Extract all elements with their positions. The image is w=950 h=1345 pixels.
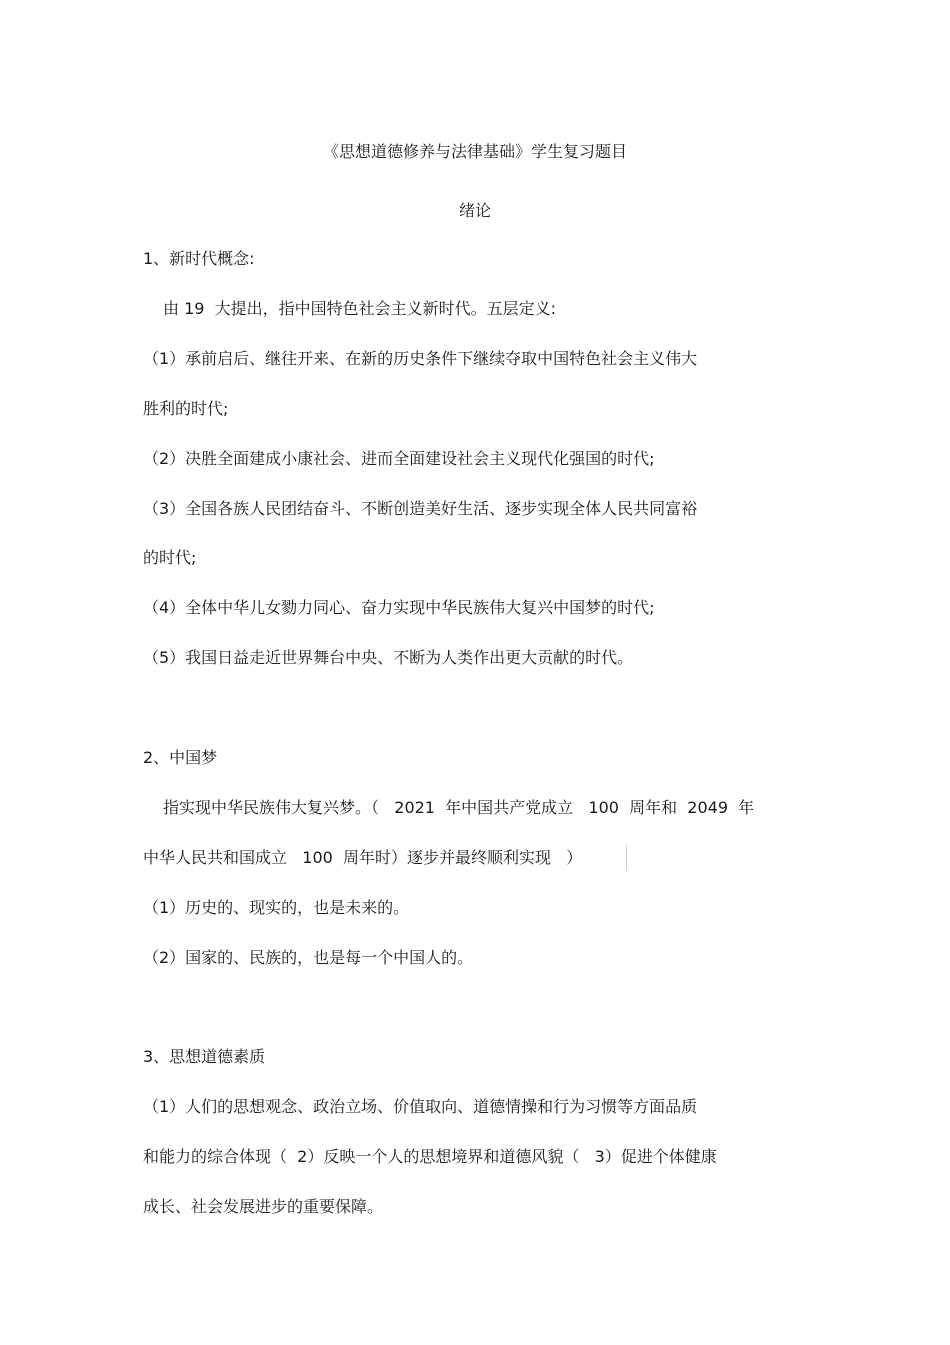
margin-mark [626,845,627,871]
section-3-line: 成长、社会发展进步的重要保障。 [143,1197,384,1216]
chapter-title: 绪论 [458,201,491,220]
section-1-line: （2）决胜全面建成小康社会、进而全面建设社会主义现代化强国的时代; [143,449,655,468]
section-1-line: 胜利的时代; [143,399,229,418]
section-2-line: 中华人民共和国成立 100 周年时）逐步并最终顺利实现 ） [143,848,583,867]
section-heading-1: 1、新时代概念: [143,249,255,268]
section-1-line: 由 19 大提出，指中国特色社会主义新时代。五层定义: [163,299,557,318]
section-2-line: （1）历史的、现实的，也是未来的。 [143,898,410,917]
section-1-line: （1）承前启后、继往开来、在新的历史条件下继续夺取中国特色社会主义伟大 [143,349,698,368]
section-heading-2: 2、中国梦 [143,748,218,767]
section-2-line: （2）国家的、民族的，也是每一个中国人的。 [143,948,474,967]
section-heading-3: 3、思想道德素质 [143,1047,266,1066]
document-title: 《思想道德修养与法律基础》学生复习题目 [322,142,627,161]
section-1-line: （4）全体中华儿女勠力同心、奋力实现中华民族伟大复兴中国梦的时代; [143,598,655,617]
section-1-line: （5）我国日益走近世界舞台中央、不断为人类作出更大贡献的时代。 [143,648,634,667]
section-1-line: 的时代; [143,548,197,567]
section-3-line: （1）人们的思想观念、政治立场、价值取向、道德情操和行为习惯等方面品质 [143,1097,698,1116]
section-1-line: （3）全国各族人民团结奋斗、不断创造美好生活、逐步实现全体人民共同富裕 [143,499,698,518]
section-3-line: 和能力的综合体现（ 2）反映一个人的思想境界和道德风貌（ 3）促进个体健康 [143,1147,717,1166]
section-2-line: 指实现中华民族伟大复兴梦。（ 2021 年中国共产党成立 100 周年和 2049 年 [163,798,755,817]
